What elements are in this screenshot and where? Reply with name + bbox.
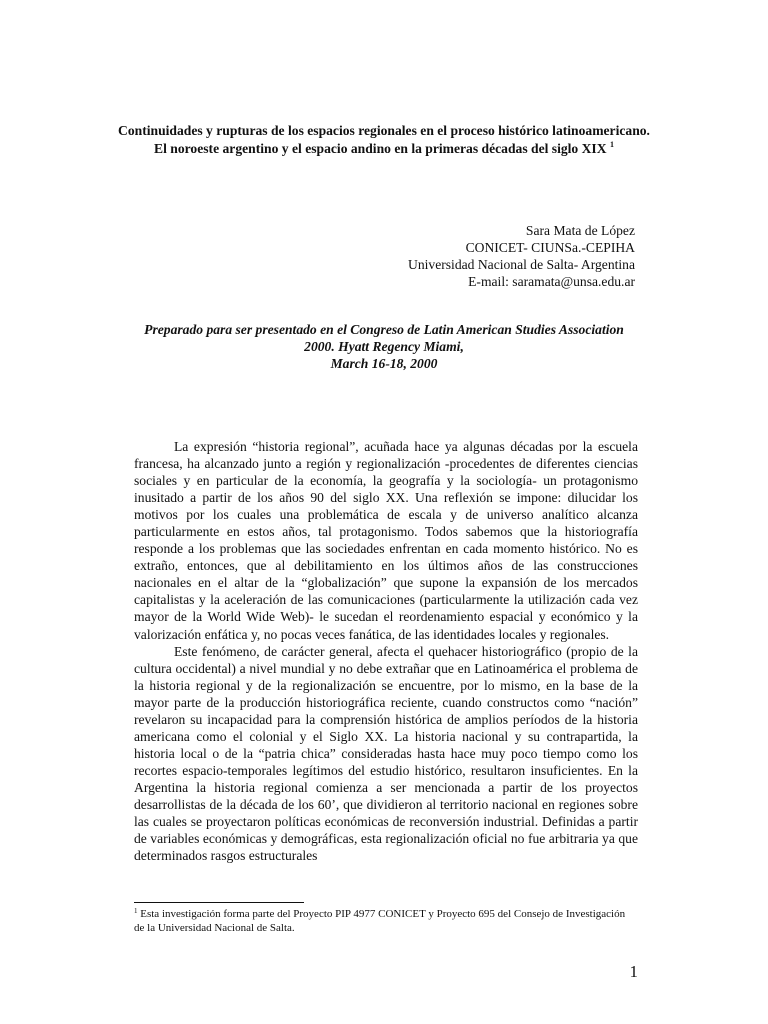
footnote-mark: 1 — [134, 907, 138, 915]
author-affiliation-2: Universidad Nacional de Salta- Argentina — [408, 257, 635, 272]
body-paragraph-1: La expresión “historia regional”, acuñada hace ya algunas décadas por la escuela francesa, ha alcanzado junto a región y regionalización -procedentes de diferentes ciencias sociales y en particular de la economía, la geografía y la sociología- un protagonismo inusitado a partir de los años 90 del siglo XX. Una reflexión se impone: dilucidar los motivos por los cuales una problemática de escala y de universo analítico alcanza particularmente en estos años, tal protagonismo. Todos sabemos que la historiografía responde a los problemas que las sociedades enfrentan en cada momento histórico. No es extraño, entonces, que al debilitamiento en los últimos años de las construcciones nacionales en el altar de la “globalización” que supone la expansión de los mercados capitalistas y la aceleración de las comunicaciones (particularmente la utilización cada vez mayor de la World Wide Web)- le sucedan el reordenamiento espacial y económico y la valorización enfática y, no pocas veces fanática, de las identidades locales y regionales. — [134, 439, 638, 642]
footnote-text: Esta investigación forma parte del Proyecto PIP 4977 CONICET y Proyecto 695 del Consejo de Investigación de la Universidad Nacional de Salta. — [134, 908, 626, 934]
body-paragraph-2: Este fenómeno, de carácter general, afecta el quehacer historiográfico (propio de la cultura occidental) a nivel mundial y no debe extrañar que en Latinoamérica el problema de la historia regional y de la regionalización se encuentre, por lo mismo, en la base de la mayor parte de la producción historiográfica reciente, cuando constructos como “nación” revelaron su incapacidad para la comprensión histórica de amplios períodos de la historia americana como el colonial y el Siglo XX. La historia nacional y su contrapartida, la historia local o de la “patria chica” consideradas hasta hace muy poco tiempo como los recortes espacio-temporales legítimos del estudio histórico, resultaron insuficientes. En la Argentina la historia regional comienza a ser mencionada a partir de los proyectos desarrollistas de la década de los 60’, que dividieron al territorio nacional en regiones sobre las cuales se proyectaron políticas económicas de reconversión industrial. Definidas a partir de variables económicas y demográficas, esta regionalización oficial no fue arbitraria ya que determinados rasgos estructurales — [134, 643, 638, 864]
author-name: Sara Mata de López — [525, 223, 635, 238]
paper-title — [112, 122, 656, 158]
author-affiliation-1: CONICET- CIUNSa.-CEPIHA — [465, 240, 635, 255]
page-number: 1 — [629, 962, 638, 981]
presentation-line-1: Preparado para ser presentado en el Congreso de Latin American Studies Association — [144, 322, 624, 337]
presentation-note — [112, 321, 656, 372]
presentation-line-2: 2000. Hyatt Regency Miami, — [304, 339, 464, 354]
author-email: E-mail: saramata@unsa.edu.ar — [468, 274, 635, 289]
title-footnote-mark: 1 — [609, 140, 614, 149]
footnote — [134, 908, 638, 935]
author-block — [235, 222, 635, 290]
paper-title-text: Continuidades y rupturas de los espacios regionales en el proceso histórico latinoamericano. El noroeste argentino y el espacio andino en la primeras décadas del siglo XIX — [118, 123, 650, 156]
footnote-divider — [134, 902, 304, 903]
presentation-line-3: March 16-18, 2000 — [330, 356, 438, 371]
body-text — [134, 438, 638, 864]
